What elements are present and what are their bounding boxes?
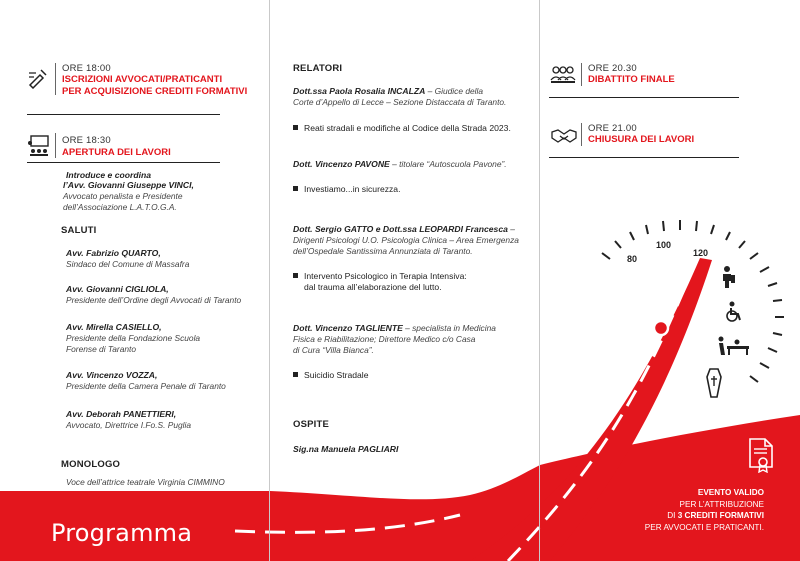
person-role: Forense di Taranto xyxy=(66,344,136,354)
speaker-role: Dirigenti Psicologi U.O. Psicologia Clinica – Area Emergenza xyxy=(293,235,519,245)
person-role: Avvocato penalista e Presidente xyxy=(63,191,183,201)
schedule-title: PER ACQUISIZIONE CREDITI FORMATIVI xyxy=(62,86,248,97)
talk-title: Intervento Psicologico in Terapia Intensiva: xyxy=(304,271,467,281)
person-name: Avv. Giovanni CIGLIOLA, xyxy=(66,284,169,294)
evento-line: PER L’ATTRIBUZIONE xyxy=(679,499,764,509)
rule xyxy=(27,162,220,163)
gauge-label: 100 xyxy=(656,240,672,250)
time-label: ORE 21.00 xyxy=(588,123,637,134)
talk-title: Investiamo...in sicurezza. xyxy=(304,184,401,194)
person-role: Presidente della Camera Penale di Taranto xyxy=(66,381,226,391)
certificate-icon xyxy=(748,437,774,478)
rule xyxy=(27,114,220,115)
rule xyxy=(549,97,739,98)
column-divider xyxy=(539,0,540,561)
speedometer xyxy=(580,205,795,415)
needle-pivot xyxy=(654,321,668,335)
speaker-name: Dott. Vincenzo PAVONE xyxy=(293,159,390,169)
schedule-title: DIBATTITO FINALE xyxy=(588,74,675,85)
speaker-name: Dott.ssa Paola Rosalia INCALZA xyxy=(293,86,426,96)
section-heading: SALUTI xyxy=(61,225,97,236)
evento-credits: 3 CREDITI FORMATIVI xyxy=(677,511,764,520)
evento-line: DI xyxy=(667,511,678,520)
conference-presentation-icon xyxy=(26,134,50,163)
signature-pen-icon xyxy=(27,67,49,94)
person-role: dell’Associazione L.A.T.O.G.A. xyxy=(63,202,177,212)
person-role: Presidente dell’Ordine degli Avvocati di Taranto xyxy=(66,295,242,305)
coffin-icon xyxy=(706,368,722,403)
guest-name: Sig.na Manuela PAGLIARI xyxy=(293,444,399,454)
evento-line: EVENTO VALIDO xyxy=(697,488,764,497)
divider xyxy=(55,63,56,95)
speaker-role: – Giudice della xyxy=(425,86,484,96)
bullet-icon xyxy=(293,186,298,191)
time-label: ORE 18:00 xyxy=(62,63,111,74)
time-label: ORE 20.30 xyxy=(588,63,637,74)
handshake-icon xyxy=(551,127,577,150)
intro-label: Introduce e coordina xyxy=(66,170,151,180)
column-divider xyxy=(269,0,270,561)
monologo-text: Voce dell’attrice teatrale Virginia CIMMINO xyxy=(66,477,225,487)
section-heading: RELATORI xyxy=(293,63,343,74)
wheelchair-icon xyxy=(724,301,744,328)
talk-title: Suicidio Stradale xyxy=(304,370,369,380)
divider xyxy=(55,133,56,158)
evento-valido-note xyxy=(645,487,764,533)
speaker-role: – specialista in Medicina xyxy=(402,323,496,333)
time-label: ORE 18:30 xyxy=(62,135,111,146)
stretcher-icon xyxy=(715,335,751,362)
person-role: Presidente della Fondazione Scuola xyxy=(66,333,201,343)
speaker-block xyxy=(293,323,538,381)
person-name: l’Avv. Giovanni Giuseppe VINCI, xyxy=(63,180,194,190)
speaker-role: – titolare “Autoscuola Pavone”. xyxy=(389,159,507,169)
speaker-role: Corte d’Appello di Lecce – Sezione Distaccata di Taranto. xyxy=(293,97,507,107)
speaker-role: di Cura “Villa Bianca”. xyxy=(293,345,374,355)
audience-icon xyxy=(550,66,576,89)
gauge-label: 80 xyxy=(627,254,638,264)
speaker-block xyxy=(293,159,538,195)
worker-icon xyxy=(718,265,736,294)
rule xyxy=(549,157,739,158)
talk-title: dal trauma all’elaborazione del lutto. xyxy=(304,282,442,292)
evento-line: PER AVVOCATI E PRATICANTI. xyxy=(644,522,764,532)
speaker-block xyxy=(293,224,538,293)
person-name: Avv. Fabrizio QUARTO, xyxy=(66,248,161,258)
talk-title: Reati stradali e modifiche al Codice della Strada 2023. xyxy=(304,123,511,133)
speaker-role: – xyxy=(507,224,515,234)
schedule-title: APERTURA DEI LAVORI xyxy=(62,147,171,158)
divider xyxy=(581,63,582,86)
person-role: Avvocato, Direttrice I.Fo.S. Puglia xyxy=(66,420,192,430)
person-name: Avv. Vincenzo VOZZA, xyxy=(66,370,158,380)
schedule-title: ISCRIZIONI AVVOCATI/PRATICANTI xyxy=(62,74,223,85)
bullet-icon xyxy=(293,273,298,278)
speaker-role: Fisica e Riabilitazione; Direttore Medico c/o Casa xyxy=(293,334,476,344)
bullet-icon xyxy=(293,125,298,130)
person-name: Avv. Mirella CASIELLO, xyxy=(66,322,162,332)
speaker-name: Dott. Vincenzo TAGLIENTE xyxy=(293,323,403,333)
programma-title: Programma xyxy=(51,519,193,547)
section-heading: OSPITE xyxy=(293,419,330,430)
person-role: Sindaco del Comune di Massafra xyxy=(66,259,190,269)
person-name: Avv. Deborah PANETTIERI, xyxy=(66,409,177,419)
gauge-label: 120 xyxy=(693,248,709,258)
speaker-name: Dott. Sergio GATTO e Dott.ssa LEOPARDI Francesca xyxy=(293,224,508,234)
section-heading: MONOLOGO xyxy=(61,459,121,470)
speaker-role: dell’Ospedale Santissima Annunziata di Taranto. xyxy=(293,246,473,256)
bullet-icon xyxy=(293,372,298,377)
divider xyxy=(581,123,582,146)
speaker-block xyxy=(293,86,533,134)
schedule-title: CHIUSURA DEI LAVORI xyxy=(588,134,695,145)
